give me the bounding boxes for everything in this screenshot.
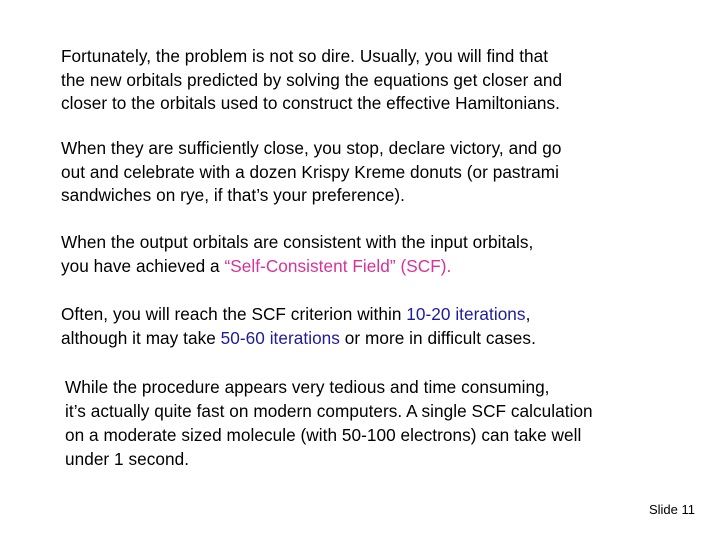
- paragraph-performance: [65, 375, 705, 471]
- text-line: [61, 255, 701, 279]
- text-line: closer to the orbitals used to construct the effective Hamiltonians.: [61, 93, 560, 113]
- text-line: [61, 327, 701, 351]
- paragraph-celebration: [61, 137, 701, 208]
- text-segment: you have achieved a: [61, 255, 225, 276]
- slide-number: Slide 11: [648, 502, 695, 517]
- text-line: Fortunately, the problem is not so dire. Usually, you will find that: [61, 46, 549, 66]
- text-line: under 1 second.: [65, 449, 190, 469]
- text-line: the new orbitals predicted by solving the equations get closer and: [61, 69, 563, 90]
- text-segment: Often, you will reach the SCF criterion within: [61, 304, 407, 324]
- iterations-highlight: 50-60 iterations: [220, 327, 340, 348]
- text-line: it’s actually quite fast on modern computers. A single SCF calculation: [65, 401, 593, 421]
- text-line: out and celebrate with a dozen Krispy Kreme donuts (or pastrami: [61, 161, 560, 182]
- text-line: While the procedure appears very tedious and time consuming,: [65, 377, 550, 397]
- text-line: on a moderate sized molecule (with 50-100 electrons) can take well: [65, 425, 582, 445]
- text-segment: or more in difficult cases.: [339, 327, 536, 348]
- paragraph-iterations: [61, 303, 701, 350]
- iterations-highlight: 10-20 iterations: [406, 304, 526, 324]
- text-line: When they are sufficiently close, you stop, declare victory, and go: [61, 138, 562, 158]
- text-segment: ,: [525, 304, 531, 324]
- paragraph-convergence: [61, 45, 701, 116]
- text-line: When the output orbitals are consistent with the input orbitals,: [61, 232, 534, 252]
- text-segment: although it may take: [61, 327, 221, 348]
- scf-term-highlight: “Self-Consistent Field” (SCF).: [224, 255, 452, 276]
- text-line: sandwiches on rye, if that’s your preference).: [61, 185, 405, 205]
- paragraph-scf-definition: [61, 231, 701, 278]
- text-line: [61, 303, 701, 327]
